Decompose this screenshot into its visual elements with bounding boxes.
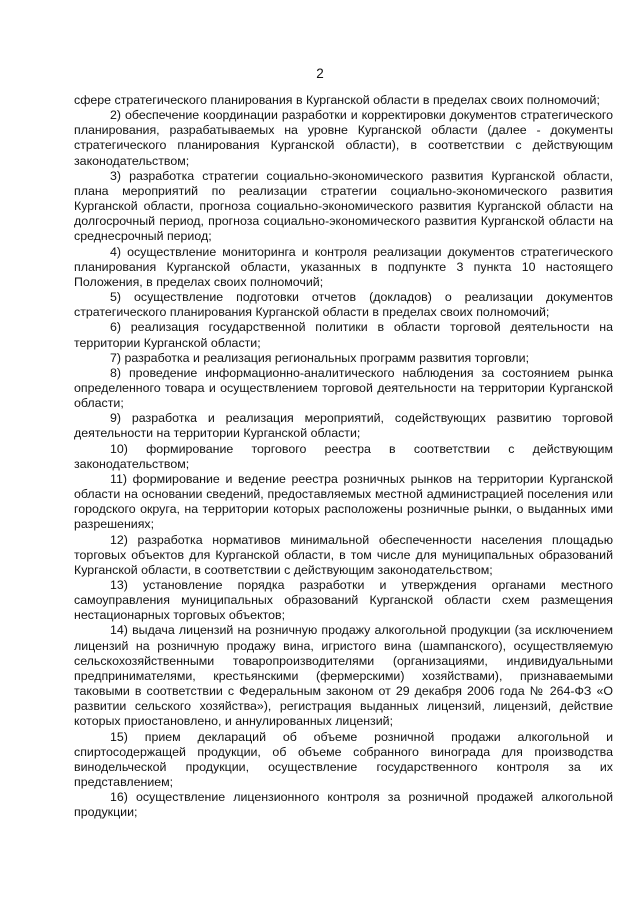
list-item-7: 7) разработка и реализация региональных программ развития торговли; xyxy=(110,350,530,365)
paragraph-continuation: сфере стратегического планирования в Курганской области в пределах своих полномочий; xyxy=(74,93,600,107)
list-item-4: 4) осуществление мониторинга и контроля реализации документов стратегического планирования Курганской области, указанных в подпункте 3 пункта 10 настоящего Положения, в пределах своих полномочий; xyxy=(74,244,613,289)
list-item-13: 13) установление порядка разработки и утверждения органами местного самоуправления муниципальных образований Курганской области схем размещения нестационарных торговых объектов; xyxy=(74,578,613,623)
list-item-14: 14) выдача лицензий на розничную продажу алкогольной продукции (за исключением лицензий на розничную продажу вина, игристого вина (шампанского), осуществляемую сельскохозяйственными товаропроизводителями (организациями, индивидуальными предпринимателями, крестьянскими (фермерскими) хозяйствами), признаваемыми таковыми в соответствии с Федеральным законом от 29 декабря 2006 года № 264-ФЗ «О развитии сельского хозяйства»), регистрация выданных лицензий, лицензий, действие которых приостановлено, и аннулированных лицензий; xyxy=(74,623,613,729)
list-item-5: 5) осуществление подготовки отчетов (докладов) о реализации документов стратегического планирования Курганской области в пределах своих полномочий; xyxy=(74,290,613,320)
document-body xyxy=(74,93,613,821)
list-item-9: 9) разработка и реализация мероприятий, содействующих развитию торговой деятельности на территории Курганской области; xyxy=(74,411,613,441)
list-item-2: 2) обеспечение координации разработки и корректировки документов стратегического планирования, разрабатываемых на уровне Курганской области (далее - документы стратегического планирования Курганской области), в соответствии с действующим законодательством; xyxy=(74,108,613,168)
list-item-15: 15) прием деклараций об объеме розничной продажи алкогольной и спиртосодержащей продукции, об объеме собранного винограда для производства винодельческой продукции, осуществление государственного контроля за их представлением; xyxy=(74,729,613,790)
page-number: 2 xyxy=(316,66,324,81)
list-item-16: 16) осуществление лицензионного контроля за розничной продажей алкогольной продукции; xyxy=(74,790,613,820)
list-item-10: 10) формирование торгового реестра в соответствии с действующим законодательством; xyxy=(74,441,613,471)
list-item-8: 8) проведение информационно-аналитического наблюдения за состоянием рынка определенного товара и осуществлением торговой деятельности на территории Курганской области; xyxy=(74,365,613,411)
list-item-6: 6) реализация государственной политики в области торговой деятельности на территории Курганской области; xyxy=(74,320,613,350)
list-item-3: 3) разработка стратегии социально-экономического развития Курганской области, плана мероприятий по реализации стратегии социально-экономического развития Курганской области, прогноза социально-экономического развития Курганской области на долгосрочный период, прогноза социально-экономического развития Курганской области на среднесрочный период; xyxy=(74,168,613,244)
list-item-11: 11) формирование и ведение реестра розничных рынков на территории Курганской области на основании сведений, предоставляемых местной администрацией поселения или городского округа, на территории которых расположены розничные рынки, о выданных ими разрешениях; xyxy=(74,471,613,532)
list-item-12: 12) разработка нормативов минимальной обеспеченности населения площадью торговых объектов для Курганской области, в том числе для муниципальных образований Курганской области, в соответствии с действующим законодательством; xyxy=(74,532,613,577)
